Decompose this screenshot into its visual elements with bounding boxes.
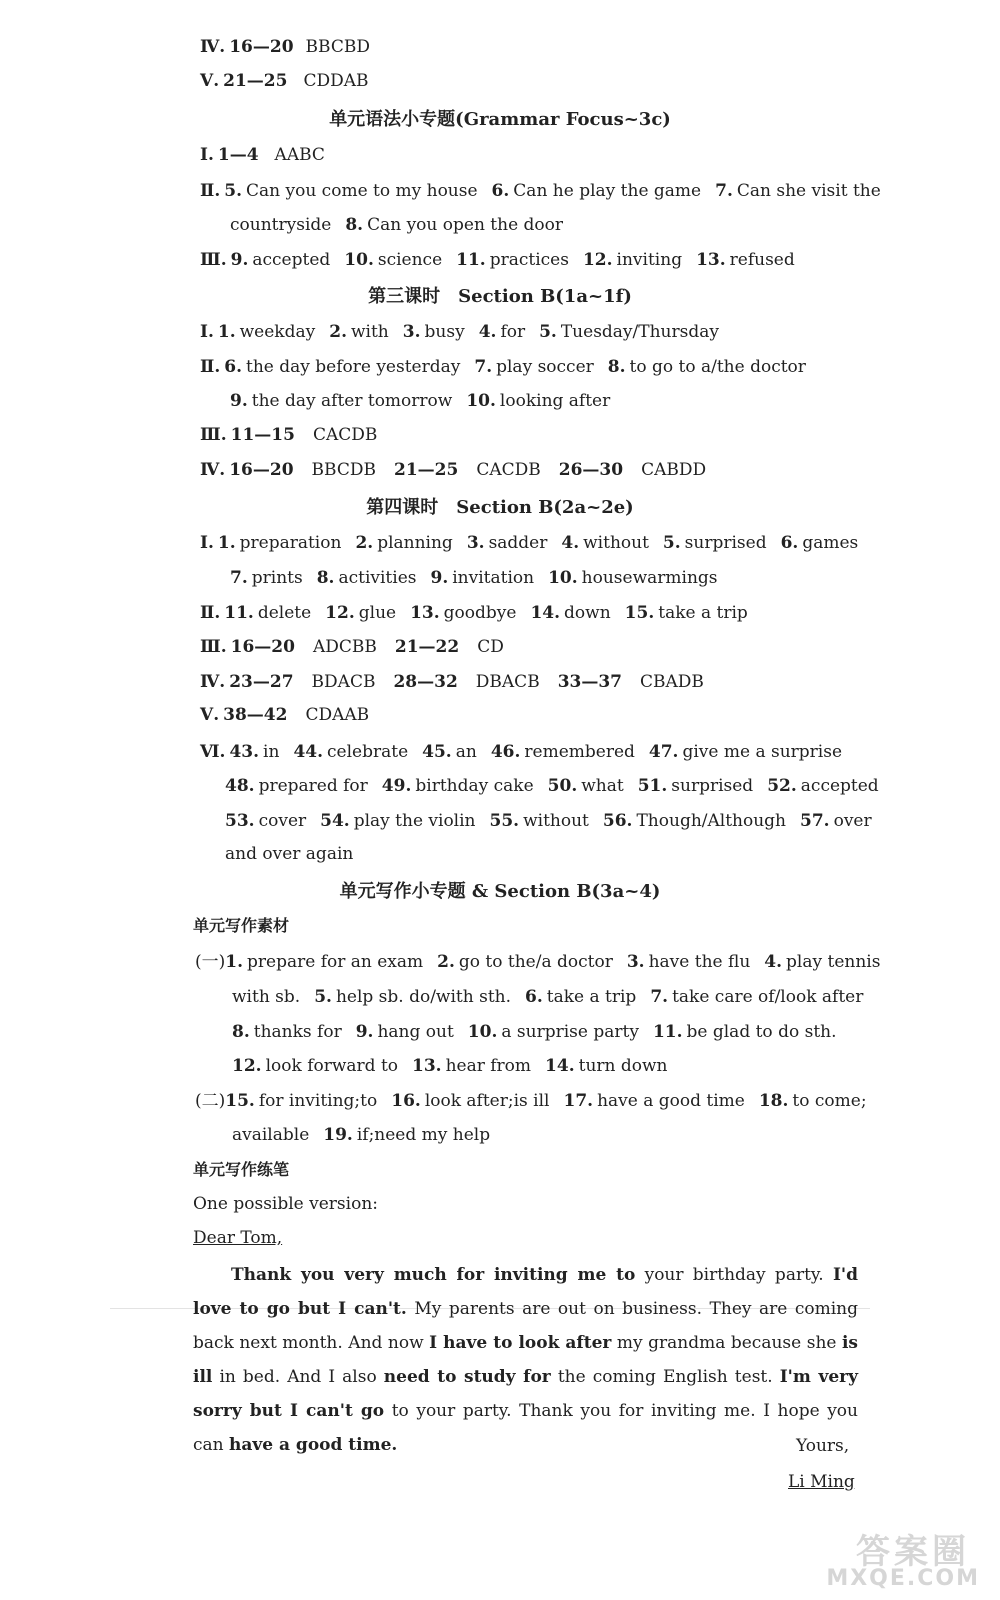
letter-paragraph	[193, 1258, 858, 1462]
answer-item: 10. science	[344, 250, 443, 270]
answer-item: 12. inviting	[582, 250, 683, 270]
lesson4-row-i-cont	[230, 567, 732, 589]
key-phrase: need to study for	[383, 1367, 551, 1387]
answer-group: 16—20 ADCBB	[230, 637, 377, 657]
answer-item: 4. without	[561, 533, 649, 553]
answer-item: 6. Can he play the game	[491, 181, 702, 201]
writing-p2-l1: (二)15. for inviting;to 16. look after;is ill 17. have a good time 18. to come;	[195, 1090, 881, 1112]
lesson4-iii-groups	[231, 637, 522, 657]
answer-group: 23—27 BDACB	[229, 672, 376, 692]
answer-group: 21—22 CD	[394, 637, 504, 657]
writing-p2-l1-items	[225, 1091, 880, 1111]
lesson3-row-iv: Ⅳ. 16—20 BBCDB 21—25 CACDB 26—30 CABDD	[200, 459, 724, 481]
row-top-iv: Ⅳ. 16—20 BBCBD	[200, 37, 370, 57]
lesson4-row-iv: Ⅳ. 23—27 BDACB 28—32 DBACB 33—37 CBADB	[200, 671, 722, 693]
answer-item: 43. in	[229, 742, 280, 762]
answer-item: with sb.	[232, 987, 301, 1007]
answer-item: 11. delete	[224, 603, 312, 623]
row-top-v: Ⅴ. 21—25 CDDAB	[200, 71, 369, 91]
answer-item: 1. weekday	[217, 322, 316, 342]
lesson4-row-vi-3	[225, 810, 886, 832]
answer-item: 15. for inviting;to	[225, 1091, 378, 1111]
answer-item: 9. hang out	[355, 1022, 454, 1042]
lesson4-row-vi: Ⅵ. 43. in 44. celebrate 45. an 46. remembered 47. give me a surprise	[200, 741, 856, 763]
letter-text: my grandma because she	[611, 1333, 842, 1353]
lesson4-row-vi-4	[225, 843, 367, 865]
answer-item: 4. for	[478, 322, 526, 342]
answer-group: 28—32 DBACB	[393, 672, 540, 692]
heading-lesson-4: 第四课时 Section B(2a~2e)	[366, 497, 634, 518]
answer-item: 6. take a trip	[525, 987, 637, 1007]
answer-item: 1. preparation	[217, 533, 342, 553]
answer-item: 3. busy	[402, 322, 465, 342]
answer-item: 45. an	[422, 742, 477, 762]
watermark-logo-text: 答案圈	[856, 1532, 970, 1572]
writing-p1-l4	[232, 1055, 682, 1077]
answer-item: 56. Though/Although	[602, 811, 787, 831]
letter-body	[193, 1258, 858, 1462]
answer-item: 5. surprised	[662, 533, 767, 553]
answer-item: 46. remembered	[490, 742, 635, 762]
answer-item: 7. prints	[230, 568, 303, 588]
answer-item: 2. planning	[355, 533, 453, 553]
answer-item: 11. be glad to do sth.	[652, 1022, 837, 1042]
letter-salutation: Dear Tom,	[193, 1228, 283, 1248]
answer-item: 7. take care of/look after	[650, 987, 864, 1007]
lesson4-row-v: Ⅴ. 38—42 CDAAB	[200, 705, 370, 725]
answer-item: 51. surprised	[637, 776, 754, 796]
key-phrase: I'm very sorry but I can't go	[193, 1367, 858, 1421]
answer-item: 3. have the flu	[626, 952, 751, 972]
answer-item: 50. what	[547, 776, 624, 796]
answer-item: and over again	[225, 844, 354, 864]
answer-group: 26—30 CABDD	[558, 460, 707, 480]
answer-group: 21—25 CACDB	[393, 460, 541, 480]
lesson4-ii-items	[224, 603, 762, 623]
key-phrase: have a good time.	[229, 1435, 398, 1455]
lesson4-row-iii: Ⅲ. 16—20 ADCBB 21—22 CD	[200, 636, 522, 658]
letter-text: My parents are out on business. They are coming back next month. And now	[193, 1299, 858, 1353]
answer-item: 55. without	[489, 811, 589, 831]
answer-item: 4. play tennis	[764, 952, 881, 972]
answer-item: 54. play the violin	[320, 811, 476, 831]
answer-item: 5. Tuesday/Thursday	[539, 322, 719, 342]
answer-item: 6. the day before yesterday	[224, 357, 461, 377]
writing-p2-l2	[232, 1124, 504, 1146]
letter-text: to your party. Thank you for inviting me. I hope you can	[193, 1401, 858, 1455]
answer-group: 33—37 CBADB	[557, 672, 704, 692]
letter-signature: Li Ming	[788, 1472, 855, 1492]
answer-item: 18. to come;	[758, 1091, 867, 1111]
answer-item: 49. birthday cake	[381, 776, 534, 796]
key-phrase: is ill	[193, 1333, 858, 1387]
grammar-row-ii: Ⅱ. 5. Can you come to my house 6. Can he play the game 7. Can she visit the	[200, 180, 895, 202]
answer-item: 44. celebrate	[293, 742, 409, 762]
grammar-row-iii: Ⅲ. 9. accepted 10. science 11. practices 12. inviting 13. refused	[200, 249, 809, 271]
answer-item: 57. over	[800, 811, 872, 831]
writing-p1-l2	[232, 986, 877, 1008]
answer-item: 14. turn down	[545, 1056, 668, 1076]
lesson3-row-iii: Ⅲ. 11—15 CACDB	[200, 425, 378, 445]
answer-item: 13. hear from	[412, 1056, 532, 1076]
key-phrase: I have to look after	[429, 1333, 612, 1353]
answer-item: 7. play soccer	[474, 357, 594, 377]
answer-item: 9. invitation	[430, 568, 535, 588]
answer-item: 17. have a good time	[563, 1091, 745, 1111]
answer-item: 13. refused	[696, 250, 795, 270]
grammar-row-i: Ⅰ. 1—4 AABC	[200, 145, 325, 165]
lesson3-ii-items	[224, 357, 820, 377]
heading-writing: 单元写作小专题 & Section B(3a~4)	[339, 881, 661, 902]
watermark-url: MXQE.COM	[826, 1566, 980, 1591]
answer-item: 8. Can you open the door	[345, 215, 564, 235]
answer-item: 8. to go to a/the doctor	[607, 357, 806, 377]
letter-text: the coming English test.	[550, 1367, 780, 1387]
lesson4-i-items	[218, 533, 872, 553]
lesson4-vi-l1	[229, 742, 856, 762]
lesson4-row-ii: Ⅱ. 11. delete 12. glue 13. goodbye 14. down 15. take a trip	[200, 602, 762, 624]
answer-item: 5. Can you come to my house	[224, 181, 478, 201]
heading-grammar-focus: 单元语法小专题(Grammar Focus~3c)	[329, 109, 671, 130]
answer-item: 10. a surprise party	[467, 1022, 639, 1042]
answer-item: 8. activities	[316, 568, 417, 588]
answer-item: 15. take a trip	[624, 603, 748, 623]
lesson3-row-ii: Ⅱ. 6. the day before yesterday 7. play soccer 8. to go to a/the doctor	[200, 356, 820, 378]
grammar-ii-items	[224, 181, 895, 201]
heading-lesson-3: 第三课时 Section B(1a~1f)	[368, 286, 632, 307]
answer-item: 10. looking after	[466, 391, 611, 411]
answer-item: 2. go to the/a doctor	[437, 952, 613, 972]
lesson4-row-i: Ⅰ. 1. preparation 2. planning 3. sadder 4. without 5. surprised 6. games	[200, 532, 872, 554]
key-phrase: Thank you very much for inviting me to	[231, 1265, 636, 1285]
lesson3-row-i: Ⅰ. 1. weekday 2. with 3. busy 4. for 5. Tuesday/Thursday	[200, 321, 733, 343]
answer-item: 13. goodbye	[410, 603, 517, 623]
answer-item: countryside	[230, 215, 332, 235]
lesson4-row-vi-2	[225, 775, 893, 797]
letter-text: in bed. And I also	[212, 1367, 384, 1387]
site-watermark	[790, 1520, 1000, 1600]
answer-item: 10. housewarmings	[548, 568, 718, 588]
answer-item: 47. give me a surprise	[648, 742, 843, 762]
writing-p1-l3	[232, 1021, 851, 1043]
answer-item: 3. sadder	[466, 533, 548, 553]
writing-p1-l1: (一)1. prepare for an exam 2. go to the/a doctor 3. have the flu 4. play tennis	[195, 951, 894, 973]
answer-item: 2. with	[329, 322, 389, 342]
letter-closing: Yours,	[796, 1436, 850, 1456]
answer-item: 53. cover	[225, 811, 307, 831]
writing-p1-l1-items	[225, 952, 894, 972]
answer-item: available	[232, 1125, 310, 1145]
answer-item: 19. if;need my help	[323, 1125, 491, 1145]
answer-item: 12. look forward to	[232, 1056, 399, 1076]
answer-item: 7. Can she visit the	[715, 181, 881, 201]
answer-item: 12. glue	[325, 603, 397, 623]
grammar-iii-items	[231, 250, 809, 270]
lesson4-iv-groups	[229, 672, 722, 692]
answer-item: 14. down	[530, 603, 611, 623]
writing-material-title: 单元写作素材	[193, 916, 290, 935]
answer-item: 8. thanks for	[232, 1022, 342, 1042]
answer-item: 52. accepted	[767, 776, 879, 796]
answer-item: 6. games	[780, 533, 859, 553]
lesson3-row-ii-cont	[230, 390, 624, 412]
answer-item: 48. prepared for	[225, 776, 368, 796]
writing-practice-title: 单元写作练笔	[193, 1160, 290, 1179]
letter-text: your birthday party.	[635, 1265, 833, 1285]
key-phrase: I'd love to go but I can't.	[193, 1265, 858, 1319]
answer-item: 11. practices	[456, 250, 569, 270]
answer-item: 5. help sb. do/with sth.	[314, 987, 512, 1007]
answer-item: 16. look after;is ill	[391, 1091, 550, 1111]
answer-item: 9. the day after tomorrow	[230, 391, 453, 411]
grammar-row-ii-cont	[230, 214, 577, 236]
answer-item: 9. accepted	[230, 250, 331, 270]
one-possible-version: One possible version:	[193, 1194, 378, 1214]
answer-group: 16—20 BBCDB	[229, 460, 376, 480]
answer-item: 1. prepare for an exam	[225, 952, 424, 972]
lesson3-iv-groups	[229, 460, 724, 480]
lesson3-i-items	[218, 322, 733, 342]
